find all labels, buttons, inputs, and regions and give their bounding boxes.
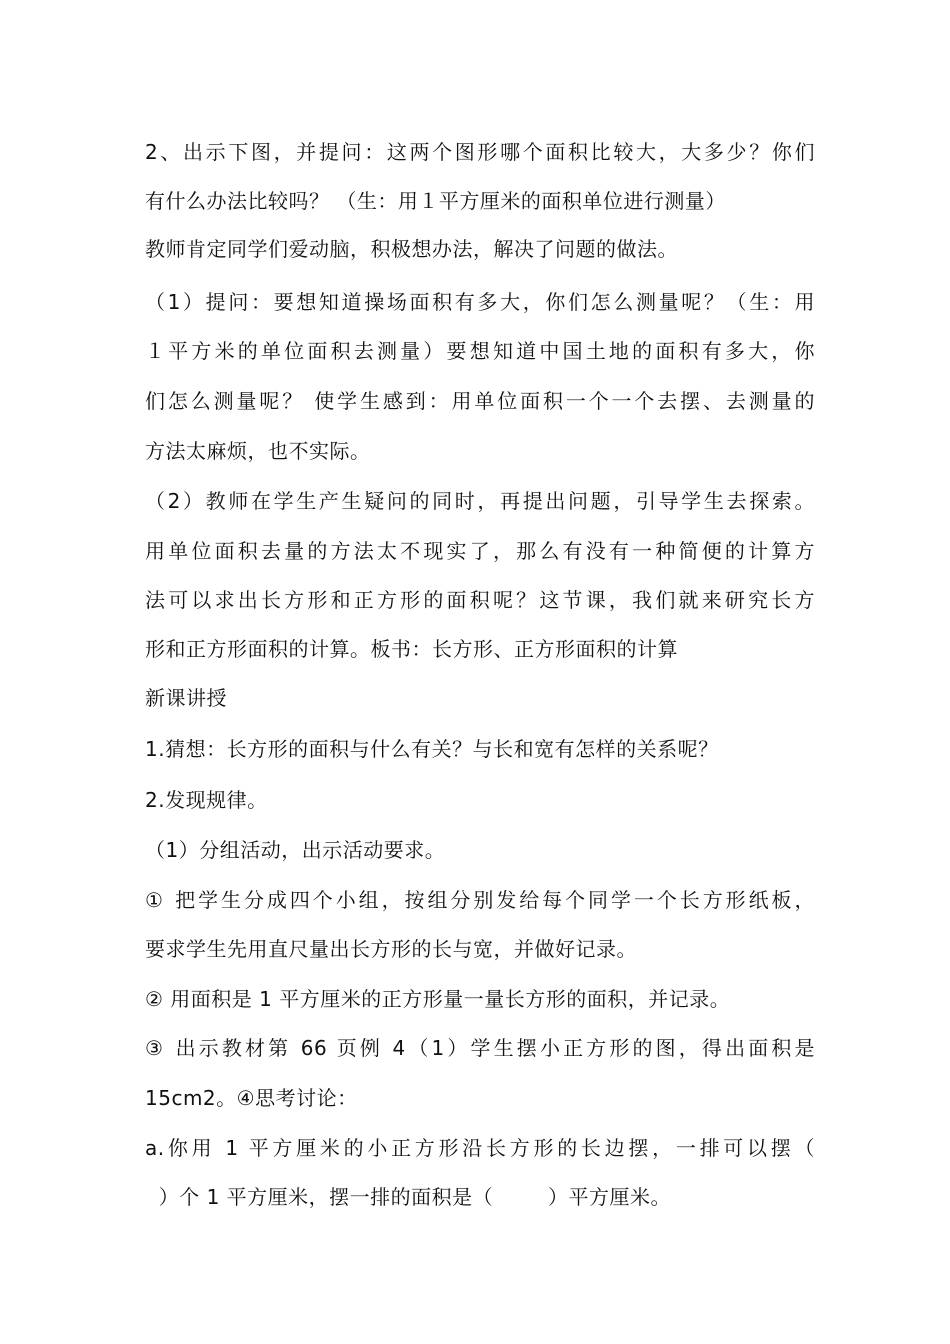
text-line: 用单位面积去量的方法太不现实了，那么有没有一种简便的计算方	[145, 539, 815, 563]
text-line: 有什么办法比较吗？ （生：用１平方厘米的面积单位进行测量）	[145, 189, 726, 213]
text-line: 2.发现规律。	[145, 788, 268, 812]
text-line: ② 用面积是 1 平方厘米的正方形量一量长方形的面积，并记录。	[145, 987, 731, 1011]
text-line: （2）教师在学生产生疑问的同时，再提出问题，引导学生去探索。	[145, 489, 815, 513]
text-line: 1.猜想：长方形的面积与什么有关？与长和宽有怎样的关系呢？	[145, 737, 719, 761]
text-line: a.你用 1 平方厘米的小正方形沿长方形的长边摆，一排可以摆（	[145, 1136, 815, 1160]
text-line: 要求学生先用直尺量出长方形的长与宽，并做好记录。	[145, 937, 637, 961]
text-line: 法可以求出长方形和正方形的面积呢？这节课，我们就来研究长方	[145, 588, 815, 612]
text-line: ）个 1 平方厘米，摆一排的面积是（ ）平方厘米。	[145, 1185, 672, 1209]
section-heading: 新课讲授	[145, 686, 227, 710]
text-line: （1）分组活动，出示活动要求。	[145, 838, 446, 862]
text-line: 们怎么测量呢？ 使学生感到：用单位面积一个一个去摆、去测量的	[145, 389, 815, 413]
text-line: （1）提问：要想知道操场面积有多大，你们怎么测量呢？（生：用	[145, 290, 815, 314]
text-line: 2、出示下图，并提问：这两个图形哪个面积比较大，大多少？你们	[145, 140, 815, 164]
text-line: 方法太麻烦，也不实际。	[145, 439, 371, 463]
text-line: 教师肯定同学们爱动脑，积极想办法，解决了问题的做法。	[145, 237, 678, 261]
text-line: １平方米的单位面积去测量）要想知道中国土地的面积有多大，你	[145, 339, 815, 363]
text-line: ③ 出示教材第 66 页例 4（1）学生摆小正方形的图，得出面积是	[145, 1036, 815, 1060]
text-line: 15cm2。④思考讨论：	[145, 1086, 358, 1110]
text-line: 形和正方形面积的计算。板书：长方形、正方形面积的计算	[145, 637, 678, 661]
text-line: ① 把学生分成四个小组，按组分别发给每个同学一个长方形纸板，	[145, 888, 815, 912]
